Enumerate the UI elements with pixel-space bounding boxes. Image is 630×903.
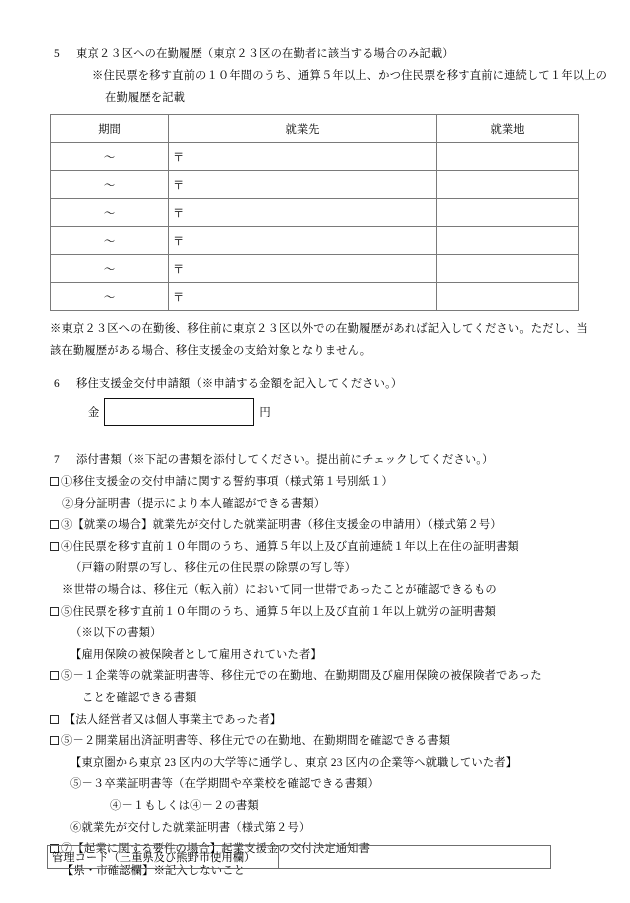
checkbox-icon[interactable]: [50, 736, 59, 745]
checklist-item-label: 【雇用保険の被保険者として雇用されていた者】: [70, 648, 322, 661]
section5-heading: [54, 46, 454, 62]
section6-title: 移住支援金交付申請額（※申請する金額を記入してください。）: [76, 378, 403, 390]
cell-place[interactable]: [437, 199, 579, 227]
checkbox-icon[interactable]: [50, 671, 59, 680]
checklist-item: [70, 755, 517, 771]
checklist-item-label: ⑤－１企業等の就業証明書等、移住元での在勤地、在勤期間及び雇用保険の被保険者であった: [61, 670, 542, 683]
amount-row: [88, 398, 271, 426]
checklist-item-label: ②身分証明書（提示により本人確認ができる書類）: [62, 497, 326, 510]
checklist-item: [82, 690, 196, 706]
cell-place[interactable]: [437, 227, 579, 255]
table-row[interactable]: [51, 171, 579, 199]
cell-period[interactable]: ～: [51, 227, 169, 255]
cell-place[interactable]: [437, 283, 579, 311]
cell-period[interactable]: ～: [51, 255, 169, 283]
section5-note-line1: ※住民票を移す直前の１０年間のうち、通算５年以上、かつ住民票を移す直前に連続して１年以上の: [92, 70, 608, 82]
checklist-item-label: ①移住支援金の交付申請に関する誓約事項（様式第１号別紙１）: [61, 476, 393, 488]
section6-heading: [54, 376, 402, 392]
checklist-item: [50, 604, 496, 620]
checkbox-icon[interactable]: [50, 715, 59, 724]
checklist-item: [70, 820, 310, 836]
checklist-item-label: （※以下の書類）: [70, 627, 162, 640]
column-header-period: 期間: [51, 115, 169, 143]
checklist-item-label: 【法人経営者又は個人事業主であった者】: [61, 713, 282, 726]
checklist-item: [50, 517, 502, 533]
section5-note-line2: 在勤履歴を記載: [105, 92, 186, 104]
checkbox-icon[interactable]: [50, 477, 59, 486]
cell-period[interactable]: ～: [51, 143, 169, 171]
checklist-item-label: ⑤－２開業届出済証明書等、移住元での在勤地、在勤期間を確認できる書類: [61, 735, 451, 748]
checklist-item: [110, 798, 259, 814]
checklist-item: [50, 539, 519, 555]
column-header-employer: 就業先: [169, 115, 437, 143]
checklist-item-label: ⑥就業先が交付した就業証明書（様式第２号）: [70, 821, 311, 834]
section6-number: 6: [54, 378, 60, 390]
work-history-table: [50, 114, 579, 311]
checklist-item-label: （戸籍の附票の写し、移住元の住民票の除票の写し等）: [70, 562, 357, 575]
section7-heading: [54, 452, 494, 468]
table-row[interactable]: [51, 255, 579, 283]
checkbox-icon[interactable]: [50, 520, 59, 529]
column-header-place: 就業地: [437, 115, 579, 143]
section5-footnote-line2: 該在勤履歴がある場合、移住支援金の支給対象となりません。: [50, 345, 372, 357]
checklist-item-label: ⑤－３卒業証明書等（在学期間や卒業校を確認できる書類）: [70, 778, 380, 791]
checklist-item: [50, 474, 393, 490]
checklist-item: [62, 582, 497, 598]
cell-employer[interactable]: 〒: [169, 283, 437, 311]
cell-employer[interactable]: 〒: [169, 255, 437, 283]
amount-input[interactable]: [104, 398, 254, 426]
cell-period[interactable]: ～: [51, 171, 169, 199]
checklist-item: [62, 496, 325, 512]
table-row[interactable]: [51, 227, 579, 255]
section5-title: 東京２３区への在勤履歴（東京２３区の在勤者に該当する場合のみ記載）: [76, 48, 454, 60]
checklist-item-label: ※世帯の場合は、移住元（転入前）において同一世帯であったことが確認できるもの: [62, 584, 497, 596]
management-code-table: [47, 845, 551, 869]
table-header-row: [51, 115, 579, 143]
cell-place[interactable]: [437, 255, 579, 283]
checklist-item-label: 【東京圏から東京 23 区内の大学等に通学し、東京 23 区内の企業等へ就職していた者】: [70, 756, 518, 769]
checklist-item: [70, 647, 322, 663]
amount-unit: 円: [259, 407, 271, 419]
checklist-item-label: ことを確認できる書類: [82, 692, 197, 704]
checklist-item: [50, 712, 281, 728]
table-row: [48, 846, 551, 869]
section5-footnote-line1: ※東京２３区への在勤後、移住前に東京２３区以外での在勤履歴があれば記入してください。ただし、当: [50, 323, 589, 335]
cell-period[interactable]: ～: [51, 199, 169, 227]
amount-label: 金: [88, 407, 100, 419]
section5-number: 5: [54, 48, 60, 60]
section7-number: 7: [54, 454, 60, 466]
checkbox-icon[interactable]: [50, 607, 59, 616]
checklist-item: [50, 733, 450, 749]
section7-title: 添付書類（※下記の書類を添付してください。提出前にチェックしてください。）: [76, 454, 494, 466]
management-code-value[interactable]: [279, 846, 551, 869]
checklist-item-label: ⑦【起業に関する要件の場合】起業支援金の交付決定通知書: [61, 843, 371, 856]
work-history-body: [51, 143, 579, 311]
checklist-item: [70, 560, 356, 576]
checkbox-icon[interactable]: [50, 542, 59, 551]
table-row[interactable]: [51, 199, 579, 227]
cell-place[interactable]: [437, 171, 579, 199]
cell-employer[interactable]: 〒: [169, 143, 437, 171]
cell-employer[interactable]: 〒: [169, 199, 437, 227]
checklist-item-label: 【県・市確認欄】※記入しないこと: [62, 864, 246, 877]
checklist-item-label: ⑤住民票を移す直前１０年間のうち、通算５年以上及び直前１年以上就労の証明書類: [61, 605, 496, 618]
table-row[interactable]: [51, 143, 579, 171]
checklist-item-label: ④－１もしくは④－２の書類: [110, 800, 259, 812]
checklist-item: [70, 625, 162, 641]
checklist-item-label: ③【就業の場合】就業先が交付した就業証明書（移住支援金の申請用）（様式第２号）: [61, 519, 502, 532]
cell-place[interactable]: [437, 143, 579, 171]
cell-period[interactable]: ～: [51, 283, 169, 311]
checklist-item: [50, 668, 542, 684]
cell-employer[interactable]: 〒: [169, 227, 437, 255]
checklist-item: [70, 776, 379, 792]
cell-employer[interactable]: 〒: [169, 171, 437, 199]
management-code-label: 管理コード（三重県及び熊野市使用欄）: [48, 846, 279, 869]
table-row[interactable]: [51, 283, 579, 311]
checklist-item-label: ④住民票を移す直前１０年間のうち、通算５年以上及び直前連続１年以上在住の証明書類: [61, 540, 519, 553]
